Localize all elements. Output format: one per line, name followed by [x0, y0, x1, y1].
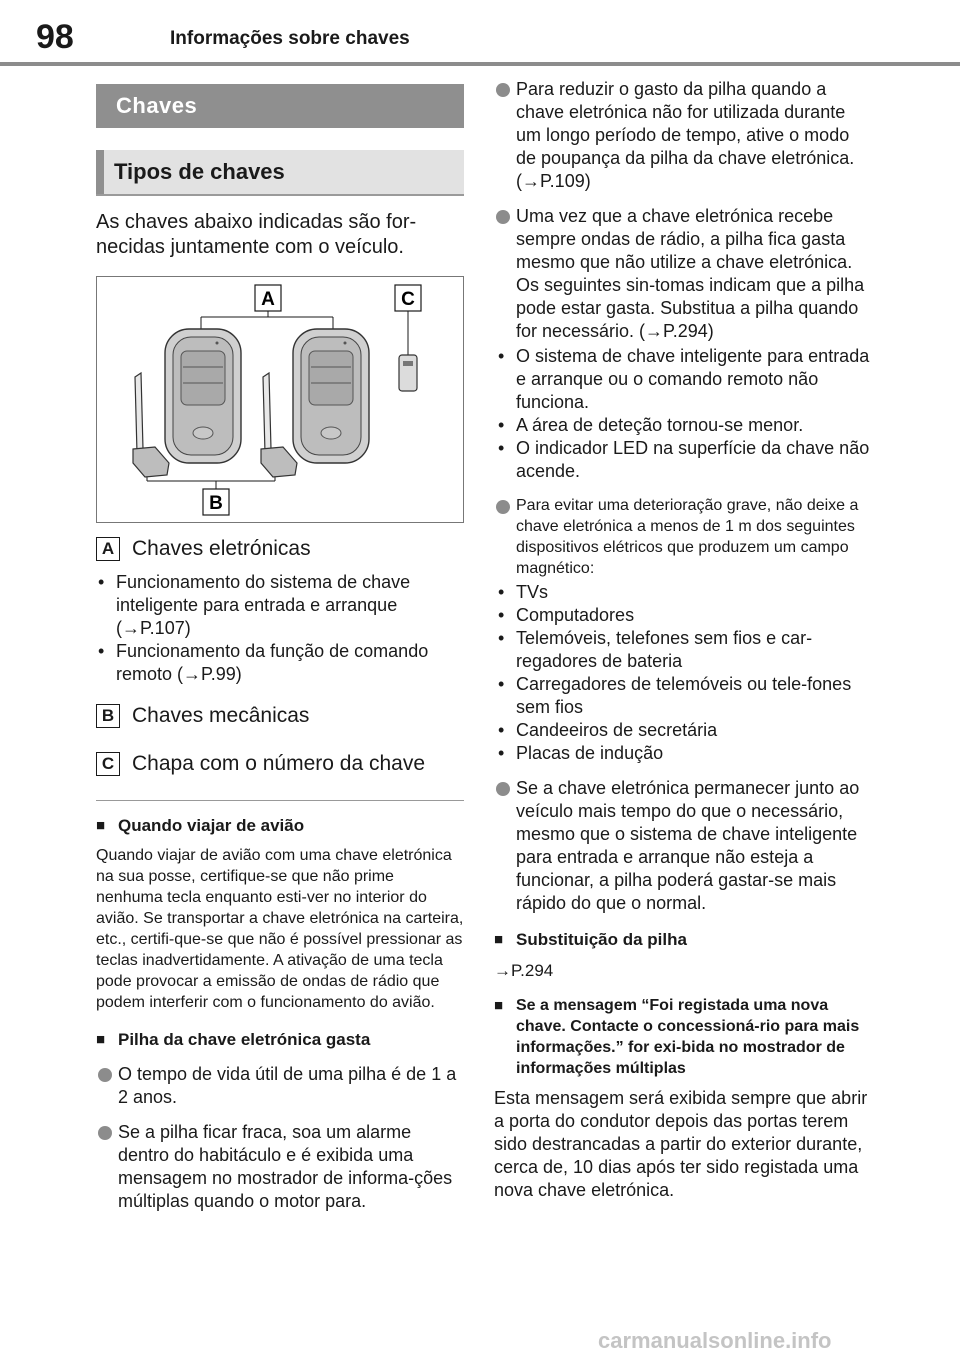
radio-waves-item: Uma vez que a chave eletrónica recebe sempre ondas de rádio, a pilha fica gasta mesmo que não utilize a chave eletrónica. Os seguintes sin-tomas indicam que a pilha pode estar gasta. Substitua a pilha quando for necessário. (→P.294) — [494, 205, 870, 343]
battery-item: O tempo de vida útil de uma pilha é de 1 a 2 anos. — [96, 1063, 464, 1109]
list-item: • Funcionamento do sistema de chave inteligente para entrada e arranque (→P.107) — [96, 571, 464, 640]
list-item: • A área de deteção tornou-se menor. — [494, 414, 870, 437]
intro-text: As chaves abaixo indicadas são for-necidas juntamente com o veículo. — [96, 211, 417, 258]
figure-label-b: B — [209, 493, 223, 514]
devices-list — [494, 581, 870, 765]
figure-label-a: A — [261, 289, 275, 310]
legend-b-tag: B — [96, 704, 120, 728]
legend-a-list — [96, 571, 464, 686]
header-rule — [0, 62, 960, 66]
legend-c-text: Chapa com o número da chave — [132, 752, 426, 775]
near-vehicle-item: Se a chave eletrónica permanecer junto ao veículo mais tempo do que o necessário, mesmo que o sistema de chave inteligente para entrada e arranque não esteja a funcionar, a pilha poderá gastar-se mais rápido do que o normal. — [494, 777, 870, 915]
list-item: • Placas de indução — [494, 742, 870, 765]
list-item: • TVs — [494, 581, 870, 604]
figure-label-c: C — [401, 289, 415, 310]
section-divider — [96, 800, 464, 801]
mechanical-key-left — [133, 373, 169, 477]
right-column — [494, 78, 870, 1202]
keys-drawing — [97, 277, 463, 522]
list-item: • O indicador LED na superfície da chave não acende. — [494, 437, 870, 483]
mechanical-key-right — [261, 373, 297, 477]
legend-a-text: Chaves eletrónicas — [132, 537, 311, 560]
message-heading: ■ Se a mensagem “Foi registada uma nova chave. Contacte o concessioná-rio para mais informações.” for exi-bida no mostrador de informações múltiplas — [494, 995, 870, 1079]
list-item: • Carregadores de telemóveis ou tele-fones sem fios — [494, 673, 870, 719]
legend-c-tag: C — [96, 752, 120, 776]
symptoms-list — [494, 345, 870, 483]
magnetic-field-item: Para evitar uma deterioração grave, não deixe a chave eletrónica a menos de 1 m dos seguintes dispositivos elétricos que produzem um campo magnético: — [494, 495, 870, 579]
plane-text: Quando viajar de avião com uma chave eletrónica na sua posse, certifique-se que não prime nenhuma tecla enquanto esti-ver no interior do avião. Se transportar a chave eletrónica na carteira, etc., certifi-que-se que não é possível pressionar as teclas inadvertidamente. A ativação de uma tecla pode provocar a emissão de ondas de rádio que podem interferir com o funcionamento do avião. — [96, 847, 464, 1011]
key-number-plate — [399, 355, 417, 391]
list-item: • Funcionamento da função de comando remoto (→P.99) — [96, 640, 464, 686]
battery-heading: ■ Pilha da chave eletrónica gasta — [96, 1029, 464, 1051]
list-item: • Computadores — [494, 604, 870, 627]
list-item: • O sistema de chave inteligente para entrada e arranque ou o comando remoto não funciona. — [494, 345, 870, 414]
section-title: Chaves — [96, 84, 464, 128]
left-column — [96, 84, 464, 1213]
list-item: • Candeeiros de secretária — [494, 719, 870, 742]
plane-heading: ■ Quando viajar de avião — [96, 815, 464, 837]
legend-b-text: Chaves mecânicas — [132, 704, 310, 727]
legend-c — [96, 752, 464, 776]
legend-b — [96, 704, 464, 728]
replace-heading: ■ Substituição da pilha — [494, 929, 870, 951]
battery-saving-item: Para reduzir o gasto da pilha quando a chave eletrónica não for utilizada durante um longo período de tempo, ative o modo de poupança da pilha da chave eletrónica. (→P.109) — [494, 78, 870, 193]
legend-a-tag: A — [96, 537, 120, 561]
subsection-title: Tipos de chaves — [96, 150, 464, 196]
watermark: carmanualsonline.info — [598, 1328, 832, 1353]
electronic-key-left — [165, 329, 241, 463]
legend-a — [96, 537, 464, 561]
electronic-key-right — [293, 329, 369, 463]
keys-illustration — [96, 276, 464, 523]
replace-ref: →P.294 — [494, 961, 554, 980]
header-title: Informações sobre chaves — [170, 28, 410, 49]
page-header — [0, 0, 960, 64]
list-item: • Telemóveis, telefones sem fios e car-regadores de bateria — [494, 627, 870, 673]
message-text: Esta mensagem será exibida sempre que abrir a porta do condutor depois das portas terem sido destrancadas a partir do exterior durante, cerca de, 10 dias após ter sido registada uma nova chave eletrónica. — [494, 1088, 868, 1200]
page-number: 98 — [36, 18, 74, 56]
battery-item: Se a pilha ficar fraca, soa um alarme dentro do habitáculo e é exibida uma mensagem no mostrador de informa-ções múltiplas quando o motor para. — [96, 1121, 464, 1213]
